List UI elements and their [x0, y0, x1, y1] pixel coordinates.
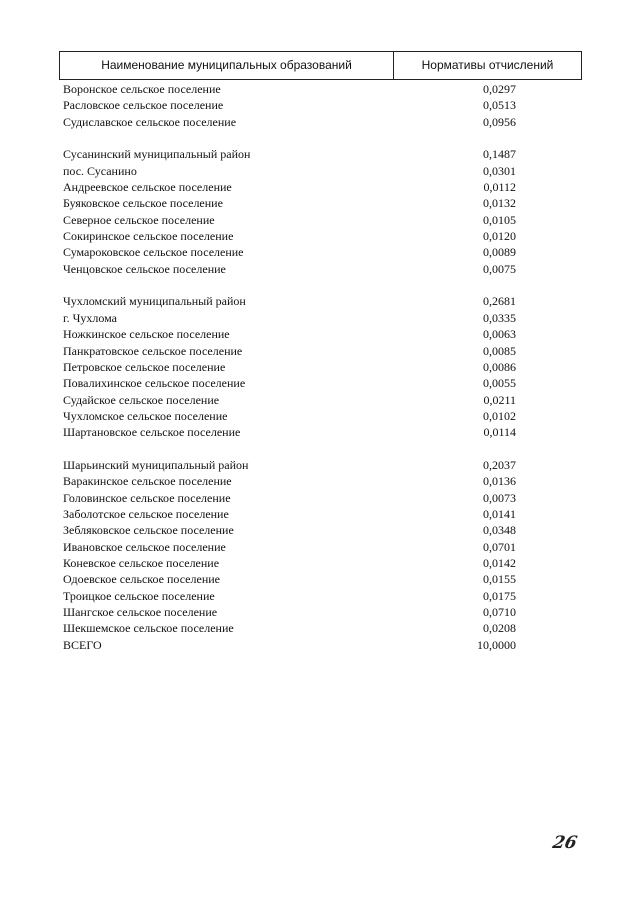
table-row: [63, 408, 582, 424]
table-spacer-row: [63, 277, 582, 293]
municipality-name: Головинское сельское поселение: [63, 490, 231, 505]
table-row: [63, 212, 582, 228]
deduction-norm-value: 0,0102: [483, 408, 516, 423]
municipality-name: Сумароковское сельское поселение: [63, 245, 244, 260]
table-row: [63, 392, 582, 408]
deduction-norm-value: 10,0000: [477, 637, 516, 652]
deduction-norm-value: 0,0141: [483, 506, 516, 521]
deduction-norm-value: 0,0120: [483, 229, 516, 244]
deduction-norm-value: 0,0348: [483, 523, 516, 538]
table-row: [63, 490, 582, 506]
municipality-name: Ивановское сельское поселение: [63, 539, 226, 554]
table-row: [63, 620, 582, 636]
deduction-norm-value: 0,0075: [483, 261, 516, 276]
municipality-name: Судайское сельское поселение: [63, 392, 220, 407]
municipality-name: Андреевское сельское поселение: [63, 180, 232, 195]
deduction-norm-value: 0,0175: [483, 588, 516, 603]
deduction-norm-value: 0,0063: [483, 327, 516, 342]
table-row: [63, 555, 582, 571]
municipality-name: Заболотское сельское поселение: [63, 506, 229, 521]
deduction-norm-value: 0,0112: [483, 180, 516, 195]
table-row: [63, 81, 582, 97]
municipality-name: Троицкое сельское поселение: [63, 588, 215, 603]
deduction-norm-value: 0,0710: [483, 605, 516, 619]
table-row: [63, 195, 582, 211]
municipality-name: Сокиринское сельское поселение: [63, 229, 234, 244]
deduction-norm-value: 0,0132: [483, 196, 516, 211]
page-number: 26: [550, 833, 579, 853]
deduction-norm-value: 0,2681: [483, 294, 516, 309]
municipality-name: Шекшемское сельское поселение: [63, 621, 234, 636]
deduction-norm-value: 0,0513: [483, 98, 516, 113]
deduction-norm-value: 0,0155: [483, 572, 516, 587]
table-row: [63, 522, 582, 538]
table-row: [63, 179, 582, 195]
table-row: [63, 163, 582, 179]
table-row: [63, 604, 582, 620]
table-row: [63, 457, 582, 473]
municipality-name: Ножкинское сельское поселение: [63, 327, 230, 342]
municipality-name: Чухломское сельское поселение: [63, 408, 228, 423]
deduction-norm-value: 0,0701: [483, 539, 516, 554]
deduction-norm-value: 0,0105: [483, 212, 516, 227]
deduction-norm-value: 0,0136: [483, 474, 516, 489]
municipality-name: Коневское сельское поселение: [63, 555, 220, 570]
municipality-name: Буяковское сельское поселение: [63, 196, 223, 211]
deduction-norm-value: 0,0208: [483, 621, 516, 636]
deduction-norm-value: 0,0055: [483, 376, 516, 391]
municipality-name: ВСЕГО: [63, 637, 102, 652]
table-row: [63, 293, 582, 309]
table-row: [63, 261, 582, 277]
municipality-name: Зебляковское сельское поселение: [63, 523, 234, 538]
municipality-name: Повалихинское сельское поселение: [63, 376, 246, 391]
table-row: [63, 359, 582, 375]
table-body: [63, 81, 582, 653]
deduction-norm-value: 0,2037: [483, 457, 516, 472]
municipality-name: Северное сельское поселение: [63, 212, 215, 227]
deduction-norm-value: 0,0073: [483, 490, 516, 505]
table-row: [63, 326, 582, 342]
deduction-norm-value: 0,0086: [483, 359, 516, 374]
table-row: [63, 343, 582, 359]
table-spacer-row: [63, 441, 582, 457]
table-row: [63, 637, 582, 653]
municipality-name: Воронское сельское поселение: [63, 82, 221, 96]
deduction-norm-value: 0,1487: [483, 147, 516, 162]
table-header: [59, 51, 582, 80]
table-row: [63, 114, 582, 130]
table-row: [63, 310, 582, 326]
municipality-name: Чухломский муниципальный район: [63, 294, 246, 309]
table-row: [63, 146, 582, 162]
municipality-name: Шангское сельское поселение: [63, 605, 218, 619]
deduction-norm-value: 0,0211: [483, 392, 516, 407]
municipality-name: пос. Сусанино: [63, 163, 137, 178]
municipality-name: Ченцовское сельское поселение: [63, 261, 226, 276]
municipality-name: г. Чухлома: [63, 310, 117, 325]
municipality-name: Панкратовское сельское поселение: [63, 343, 243, 358]
table-row: [63, 244, 582, 260]
municipality-name: Шартановское сельское поселение: [63, 425, 241, 440]
table-row: [63, 473, 582, 489]
table-row: [63, 424, 582, 440]
table-row: [63, 375, 582, 391]
table-row: [63, 588, 582, 604]
deduction-norm-value: 0,0089: [483, 245, 516, 260]
deduction-norm-value: 0,0085: [483, 343, 516, 358]
municipality-name: Сусанинский муниципальный район: [63, 147, 251, 162]
table-row: [63, 228, 582, 244]
table-row: [63, 506, 582, 522]
municipality-name: Варакинское сельское поселение: [63, 474, 232, 489]
deduction-norm-value: 0,0956: [483, 114, 516, 129]
municipality-name: Петровское сельское поселение: [63, 359, 226, 374]
deduction-norm-value: 0,0142: [483, 555, 516, 570]
table-row: [63, 97, 582, 113]
table-spacer-row: [63, 130, 582, 146]
deduction-norm-value: 0,0297: [483, 82, 516, 96]
municipality-name: Одоевское сельское поселение: [63, 572, 220, 587]
municipality-name: Судиславское сельское поселение: [63, 114, 237, 129]
deduction-norm-value: 0,0335: [483, 310, 516, 325]
deduction-norm-value: 0,0301: [483, 163, 516, 178]
table-row: [63, 571, 582, 587]
column-header-value: Нормативы отчислений: [421, 58, 554, 72]
deduction-norm-value: 0,0114: [483, 425, 516, 440]
table-row: [63, 539, 582, 555]
municipality-name: Расловское сельское поселение: [63, 98, 224, 113]
column-header-name: Наименование муниципальных образований: [60, 52, 394, 79]
municipality-name: Шарьинский муниципальный район: [63, 457, 249, 472]
